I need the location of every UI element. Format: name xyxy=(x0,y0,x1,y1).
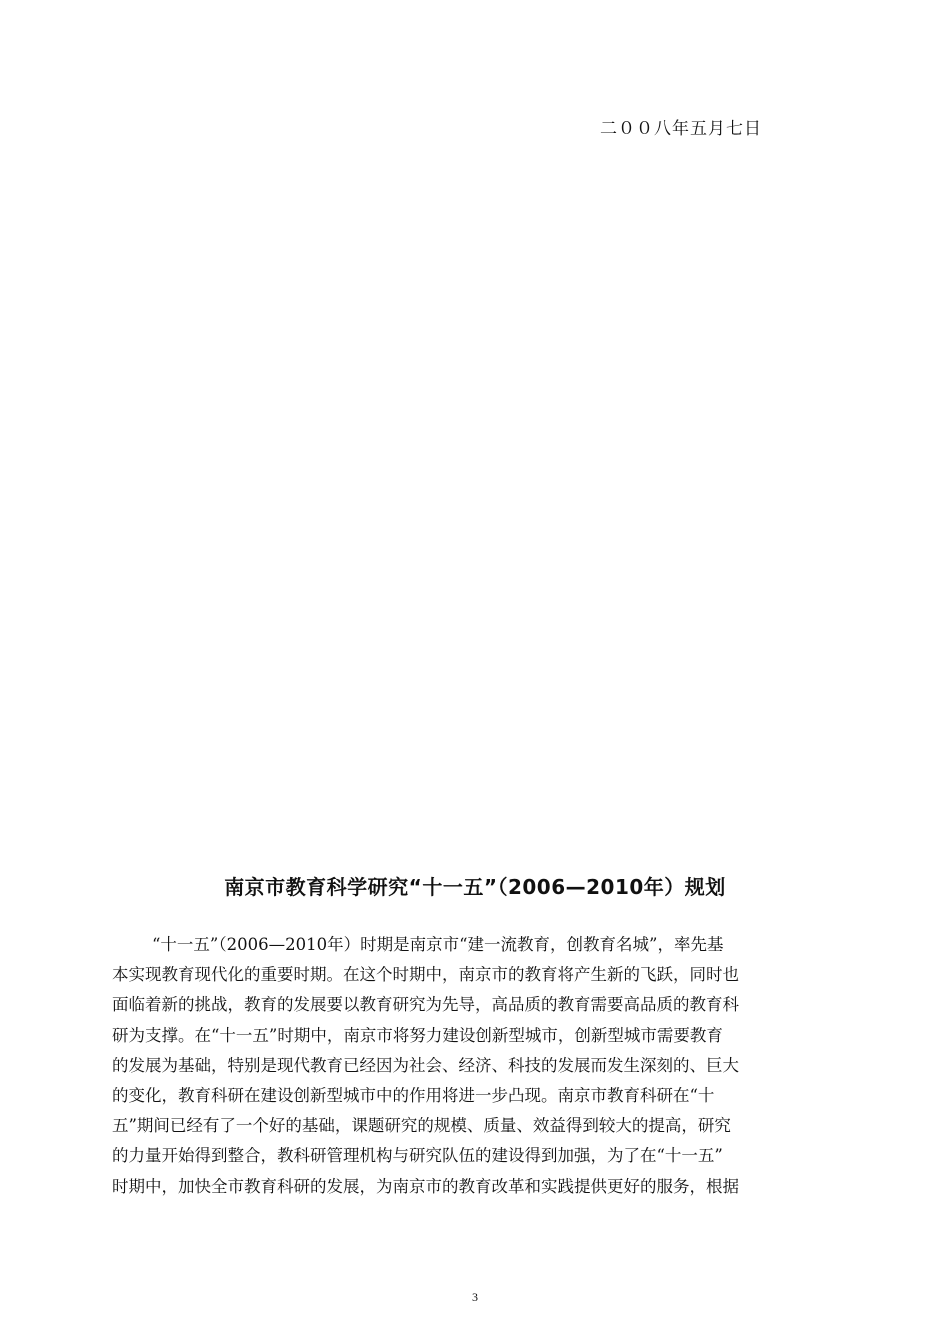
body-line: 本实现教育现代化的重要时期。在这个时期中，南京市的教育将产生新的飞跃，同时也 xyxy=(112,965,739,985)
body-line: 面临着新的挑战，教育的发展要以教育研究为先导，高品质的教育需要高品质的教育科 xyxy=(112,995,739,1015)
document-title: 南京市教育科学研究“十一五”（2006—2010年）规划 xyxy=(224,875,726,899)
page-number: 3 xyxy=(472,1290,478,1304)
body-line: 的发展为基础，特别是现代教育已经因为社会、经济、科技的发展而发生深刻的、巨大 xyxy=(112,1055,739,1075)
body-line: 五”期间已经有了一个好的基础，课题研究的规模、质量、效益得到较大的提高，研究 xyxy=(112,1116,731,1136)
body-line: 时期中，加快全市教育科研的发展，为南京市的教育改革和实践提供更好的服务，根据 xyxy=(112,1176,739,1196)
body-line: “十一五”（2006—2010年）时期是南京市“建一流教育，创教育名城”，率先基 xyxy=(152,935,724,954)
date-line: 二００八年五月七日 xyxy=(600,119,762,139)
body-line: 的力量开始得到整合，教科研管理机构与研究队伍的建设得到加强，为了在“十一五” xyxy=(112,1146,723,1166)
body-line: 研为支撑。在“十一五”时期中，南京市将努力建设创新型城市，创新型城市需要教育 xyxy=(112,1025,723,1045)
body-line: 的变化，教育科研在建设创新型城市中的作用将进一步凸现。南京市教育科研在“十 xyxy=(112,1086,715,1106)
body-paragraph xyxy=(112,930,854,1202)
